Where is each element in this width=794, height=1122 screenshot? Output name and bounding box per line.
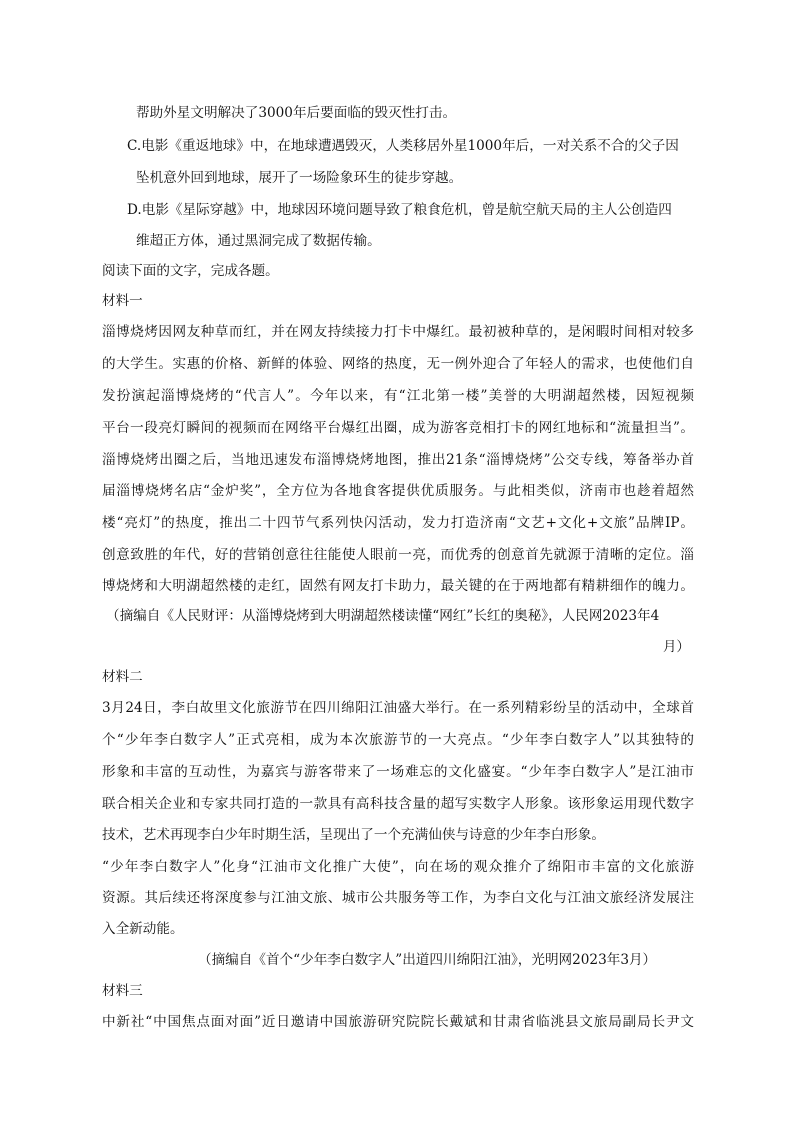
material2-source: （摘编自《首个“少年李白数字人”出道四川绵阳江油》，光明网2023年3月） — [198, 952, 657, 968]
material3-heading: 材料三 — [102, 983, 143, 999]
material2-line: 联合相关企业和专家共同打造的一款具有高科技含量的超写实数字人形象。该形象运用现代数字 — [102, 796, 694, 812]
material2-line: 入全新动能。 — [102, 921, 184, 937]
material2-line: 形象和丰富的互动性，为嘉宾与游客带来了一场难忘的文化盛宴。“少年李白数字人”是江油市 — [102, 764, 694, 780]
material1-source-line2: 月） — [662, 639, 690, 655]
material3-line: 中新社“中国焦点面对面”近日邀请中国旅游研究院院长戴斌和甘肃省临洮县文旅局副局长尹文 — [102, 1014, 694, 1030]
material1-line: 平台一段亮灯瞬间的视频而在网络平台爆红出圈，成为游客竞相打卡的网红地标和“流量担当”。 — [102, 420, 694, 436]
material1-line: 发扮演起淄博烧烤的“代言人”。今年以来，有“江北第一楼”美誉的大明湖超然楼，因短视频 — [102, 388, 694, 404]
material1-line: 创意致胜的年代，好的营销创意往往能使人眼前一亮，而优秀的创意首先就源于清晰的定位。淄 — [102, 547, 694, 563]
material2-line: 技术，艺术再现李白少年时期生活，呈现出了一个充满仙侠与诗意的少年李白形象。 — [102, 827, 605, 843]
material1-source-line1: （摘编自《人民财评：从淄博烧烤到大明湖超然楼读懂“网红”长红的奥秘》，人民网2023年4 — [106, 608, 660, 624]
material1-line: 的大学生。实惠的价格、新鲜的体验、网络的热度，无一例外迎合了年轻人的需求，也使他们自 — [102, 356, 694, 372]
option-c-line1: C.电影《重返地球》中，在地球遭遇毁灭，人类移居外星1000年后，一对关系不合的父子因 — [127, 138, 679, 154]
material1-line: 届淄博烧烤名店“金炉奖”，全方位为各地食客提供优质服务。与此相类似，济南市也趁着超然 — [102, 483, 694, 499]
reading-instruction: 阅读下面的文字，完成各题。 — [102, 263, 279, 279]
material2-heading: 材料二 — [102, 669, 143, 685]
option-d-line2: 维超正方体，通过黑洞完成了数据传输。 — [136, 233, 381, 249]
material1-heading: 材料一 — [102, 293, 143, 309]
material2-line: 个“少年李白数字人”正式亮相，成为本次旅游节的一大亮点。“少年李白数字人”以其独特的 — [102, 732, 694, 748]
material1-line: 博烧烤和大明湖超然楼的走红，固然有网友打卡助力，最关键的在于两地都有精耕细作的魄力。 — [102, 578, 694, 594]
option-c-line2: 坠机意外回到地球，展开了一场险象环生的徒步穿越。 — [136, 170, 463, 186]
material1-line: 淄博烧烤出圈之后，当地迅速发布淄博烧烤地图，推出21条“淄博烧烤”公交专线，筹备举办首 — [102, 452, 694, 468]
material2-line: “少年李白数字人”化身“江油市文化推广大使”，向在场的观众推介了绵阳市丰富的文化旅游 — [102, 859, 694, 875]
material2-line: 资源。其后续还将深度参与江油文旅、城市公共服务等工作，为李白文化与江油文旅经济发展注 — [102, 890, 694, 906]
material2-line: 3月24日，李白故里文化旅游节在四川绵阳江油盛大举行。在一系列精彩纷呈的活动中，全球首 — [102, 700, 694, 716]
material1-line: 淄博烧烤因网友种草而红，并在网友持续接力打卡中爆红。最初被种草的，是闲暇时间相对较多 — [102, 324, 694, 340]
option-d-line1: D.电影《星际穿越》中，地球因环境问题导致了粮食危机，曾是航空航天局的主人公创造四 — [127, 202, 672, 218]
material1-line: 楼“亮灯”的热度，推出二十四节气系列快闪活动，发力打造济南“文艺+文化+文旅”品牌IP。 — [102, 515, 694, 531]
option-b-tail: 帮助外星文明解决了3000年后要面临的毁灭性打击。 — [136, 105, 457, 121]
